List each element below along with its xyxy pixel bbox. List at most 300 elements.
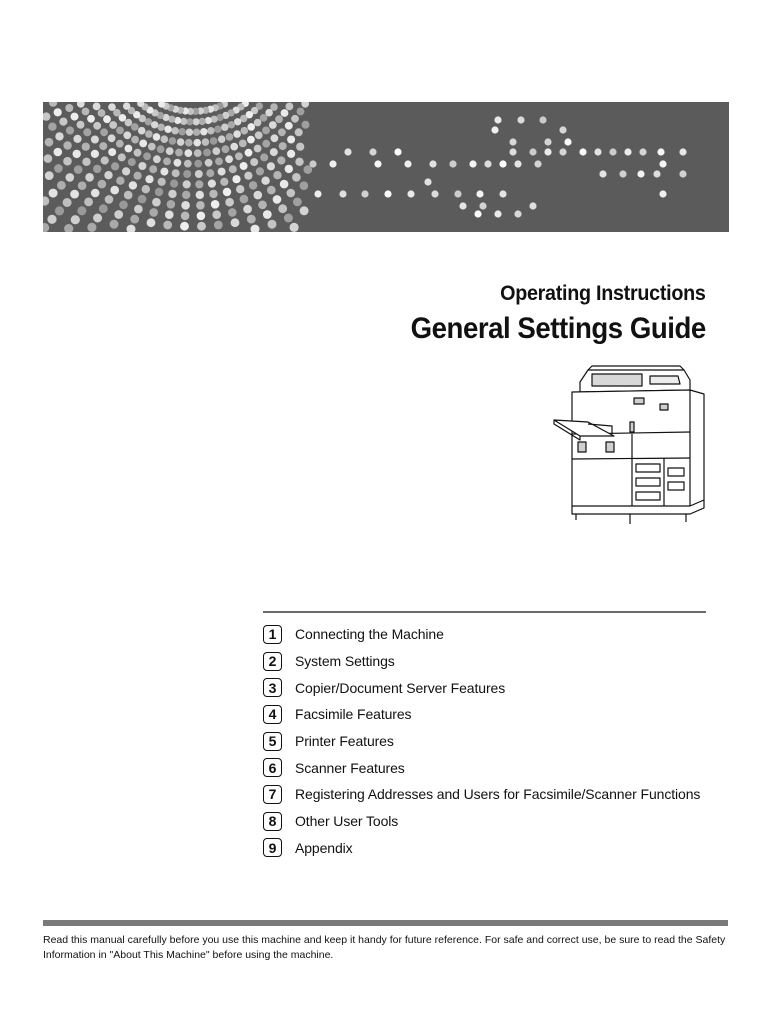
banner-dot (145, 175, 153, 183)
banner-dot (287, 189, 296, 198)
banner-dot (659, 190, 666, 197)
chapter-number: 1 (263, 625, 282, 644)
banner-dot (87, 223, 96, 232)
chapter-item (263, 648, 700, 675)
banner-dot (170, 180, 178, 188)
banner-dot (155, 188, 163, 196)
banner-dot (186, 129, 193, 136)
document-title: General Settings Guide (410, 312, 706, 345)
banner-dot (285, 165, 293, 173)
banner-dot (269, 121, 277, 129)
banner-dot (109, 121, 117, 129)
banner-dot (287, 136, 295, 144)
banner-dot (228, 208, 237, 217)
banner-dot (149, 208, 158, 217)
banner-dot (130, 215, 139, 224)
banner-dot (93, 103, 101, 111)
banner-dot (114, 210, 123, 219)
chapter-label: Registering Addresses and Users for Facsimile/Scanner Functions (295, 786, 701, 803)
banner-dot (275, 115, 283, 123)
banner-dot (196, 201, 205, 210)
banner-dot (118, 153, 126, 161)
banner-dot (314, 190, 321, 197)
banner-dot (66, 173, 75, 182)
banner-dot (285, 122, 293, 130)
banner-dot (476, 190, 483, 197)
banner-dot (48, 123, 56, 131)
banner-dot (256, 167, 264, 175)
banner-dot (165, 210, 174, 219)
cover-banner (43, 102, 729, 232)
banner-dot (287, 150, 295, 158)
banner-dot (108, 103, 116, 111)
banner-dot (63, 141, 71, 149)
banner-dot (247, 123, 255, 131)
banner-dot (131, 123, 139, 131)
banner-dot (149, 165, 157, 173)
banner-dot (104, 171, 112, 179)
document-type: Operating Instructions (500, 282, 706, 305)
banner-dot (44, 154, 53, 163)
banner-dot (184, 149, 192, 157)
chapter-item (263, 728, 700, 755)
banner-dot (134, 205, 143, 214)
banner-dot (226, 133, 234, 141)
banner-dot (270, 148, 278, 156)
banner-dot (494, 210, 501, 217)
banner-dot (407, 190, 414, 197)
banner-dot (509, 138, 516, 145)
banner-dot (59, 118, 67, 126)
chapter-number: 4 (263, 705, 282, 724)
banner-dot (657, 148, 664, 155)
banner-dot (637, 170, 644, 177)
banner-dot (509, 148, 516, 155)
banner-dot (105, 195, 114, 204)
banner-dot (449, 160, 456, 167)
banner-dot (54, 164, 63, 173)
banner-dot (122, 167, 130, 175)
banner-dot (128, 158, 136, 166)
banner-dot (260, 114, 268, 122)
banner-dot (185, 139, 193, 147)
banner-dot (262, 140, 270, 148)
banner-dot (197, 222, 206, 231)
banner-dot (180, 222, 189, 231)
banner-dot (280, 180, 289, 189)
banner-dot (110, 220, 119, 229)
banner-dot (197, 212, 206, 221)
chapter-label: Other User Tools (295, 813, 399, 830)
banner-dot (82, 108, 90, 116)
banner-dot (262, 127, 270, 135)
banner-dot (273, 171, 281, 179)
banner-dot (138, 162, 146, 170)
banner-dot (175, 149, 183, 157)
banner-dot (93, 122, 101, 130)
banner-dot (278, 204, 287, 213)
chapter-label: Scanner Features (295, 759, 405, 776)
banner-dot (491, 126, 498, 133)
banner-dot (514, 160, 521, 167)
banner-dot (243, 205, 252, 214)
banner-dot (73, 135, 81, 143)
banner-dot (203, 149, 211, 157)
banner-dot (147, 218, 156, 227)
banner-dot (233, 130, 241, 138)
banner-dot (77, 102, 85, 108)
banner-dot (329, 160, 336, 167)
banner-dot (232, 175, 240, 183)
banner-dot (183, 180, 191, 188)
banner-dot (236, 185, 244, 193)
banner-dot (291, 115, 299, 123)
banner-dot (152, 198, 161, 207)
banner-dot (131, 136, 139, 144)
chapter-label: Connecting the Machine (295, 626, 444, 643)
banner-dot (220, 178, 228, 186)
banner-dot (123, 102, 130, 109)
banner-dot (83, 128, 91, 136)
banner-dot (99, 142, 107, 150)
banner-dot (225, 198, 234, 207)
banner-dot (163, 221, 172, 230)
banner-dot (134, 149, 142, 157)
safety-notice: Read this manual carefully before you use this machine and keep it handy for future reference. For safe and correct use, be sure to read the Safety Information in "About This Machine" before using the machine. (43, 934, 726, 961)
banner-dot (214, 126, 221, 133)
banner-dot (145, 130, 153, 138)
banner-dot (281, 109, 289, 117)
banner-dot (63, 157, 72, 166)
banner-dot (241, 127, 249, 135)
banner-dot (484, 160, 491, 167)
chapter-label: Facsimile Features (295, 706, 412, 723)
banner-dot (384, 190, 391, 197)
banner-dot (228, 121, 235, 128)
banner-dot (193, 118, 200, 125)
banner-dot (116, 177, 124, 185)
banner-dot (210, 137, 218, 145)
banner-dot (273, 195, 282, 204)
footer-bar (43, 920, 728, 926)
banner-dot (180, 118, 187, 125)
banner-dot (517, 116, 524, 123)
banner-dot (57, 181, 66, 190)
banner-dot (153, 133, 161, 141)
banner-dot (98, 180, 107, 189)
banner-dot (229, 165, 237, 173)
banner-dot (302, 121, 310, 129)
banner-dot (559, 126, 566, 133)
banner-dot (208, 180, 216, 188)
banner-dot (295, 158, 303, 166)
banner-dot (544, 148, 551, 155)
banner-dot (161, 135, 169, 143)
banner-dot (199, 118, 206, 125)
toc-divider (263, 611, 706, 613)
banner-dot (93, 214, 102, 223)
chapter-number: 7 (263, 785, 282, 804)
banner-dot (153, 155, 161, 163)
banner-dot (134, 172, 142, 180)
banner-dot (77, 121, 85, 129)
banner-dot (49, 189, 58, 198)
banner-dot (209, 190, 217, 198)
banner-dot (254, 191, 263, 200)
banner-dot (284, 214, 293, 223)
banner-dot (54, 108, 62, 116)
banner-dot (119, 201, 128, 210)
banner-dot (514, 210, 521, 217)
banner-dot (65, 104, 73, 112)
banner-dot (100, 128, 108, 136)
banner-dot (300, 181, 309, 190)
chapter-number: 9 (263, 838, 282, 857)
banner-dot (43, 112, 50, 120)
dot-pattern-graphic (43, 102, 729, 232)
banner-dot (564, 138, 571, 145)
banner-dot (459, 202, 466, 209)
banner-dot (205, 159, 213, 167)
chapter-list (263, 621, 700, 861)
banner-dot (529, 202, 536, 209)
banner-dot (183, 170, 191, 178)
banner-dot (194, 149, 202, 157)
chapter-item (263, 781, 700, 808)
banner-dot (63, 198, 72, 207)
banner-dot (127, 225, 136, 232)
banner-dot (225, 155, 233, 163)
banner-dot (240, 195, 249, 204)
banner-dot (279, 142, 287, 150)
banner-dot (234, 118, 241, 125)
banner-dot (171, 127, 178, 134)
banner-dot (151, 121, 158, 128)
banner-dot (45, 138, 54, 147)
banner-dot (293, 198, 302, 207)
banner-dot (166, 147, 174, 155)
banner-dot (594, 148, 601, 155)
banner-dot (47, 215, 56, 224)
chapter-label: Printer Features (295, 733, 394, 750)
banner-dot (87, 115, 95, 123)
banner-dot (260, 153, 268, 161)
banner-dot (71, 113, 79, 121)
banner-dot (222, 145, 230, 153)
banner-dot (160, 168, 168, 176)
banner-dot (247, 215, 256, 224)
banner-dot (181, 212, 190, 221)
banner-dot (251, 225, 260, 232)
chapter-item (263, 674, 700, 701)
chapter-label: System Settings (295, 653, 395, 670)
banner-dot (244, 172, 252, 180)
banner-dot (250, 158, 258, 166)
banner-dot (286, 103, 294, 111)
banner-dot (230, 143, 238, 151)
banner-dot (301, 102, 309, 108)
banner-dot (469, 160, 476, 167)
chapter-item (263, 701, 700, 728)
banner-dot (639, 148, 646, 155)
banner-dot (499, 160, 506, 167)
chapter-label: Copier/Document Server Features (295, 679, 506, 696)
banner-dot (214, 221, 223, 230)
banner-dot (91, 189, 100, 198)
banner-dot (123, 131, 131, 139)
banner-dot (43, 196, 49, 205)
banner-dot (297, 108, 305, 116)
banner-dot (148, 143, 156, 151)
banner-dot (125, 119, 133, 127)
banner-dot (254, 119, 262, 127)
banner-dot (296, 143, 304, 151)
banner-dot (374, 160, 381, 167)
banner-dot (111, 162, 119, 170)
chapter-number: 6 (263, 758, 282, 777)
banner-dot (91, 150, 99, 158)
banner-dot (139, 140, 147, 148)
banner-dot (247, 136, 255, 144)
banner-dot (82, 143, 90, 151)
banner-dot (184, 160, 192, 168)
banner-dot (168, 190, 176, 198)
banner-dot (254, 145, 262, 153)
chapter-number: 2 (263, 652, 282, 671)
banner-dot (624, 148, 631, 155)
banner-dot (240, 162, 248, 170)
banner-dot (207, 127, 214, 134)
banner-dot (55, 132, 63, 140)
banner-dot (116, 127, 124, 135)
chapter-label: Appendix (295, 839, 353, 856)
banner-dot (167, 200, 176, 209)
banner-dot (71, 215, 80, 224)
banner-dot (85, 173, 94, 182)
chapter-item (263, 754, 700, 781)
banner-dot (45, 171, 54, 180)
banner-dot (499, 190, 506, 197)
banner-dot (91, 136, 99, 144)
banner-dot (261, 177, 269, 185)
banner-dot (679, 170, 686, 177)
banner-dot (268, 220, 277, 229)
chapter-item (263, 835, 700, 862)
banner-dot (429, 160, 436, 167)
banner-dot (158, 124, 165, 131)
banner-dot (544, 138, 551, 145)
banner-dot (653, 170, 660, 177)
chapter-item (263, 808, 700, 835)
banner-dot (361, 190, 368, 197)
banner-dot (404, 160, 411, 167)
banner-dot (212, 147, 220, 155)
banner-dot (339, 190, 346, 197)
banner-dot (231, 218, 240, 227)
banner-dot (292, 173, 301, 182)
banner-dot (110, 186, 119, 195)
banner-dot (157, 145, 165, 153)
banner-dot (424, 178, 431, 185)
banner-dot (267, 162, 275, 170)
banner-dot (193, 129, 200, 136)
banner-dot (142, 185, 150, 193)
banner-dot (534, 160, 541, 167)
banner-dot (103, 115, 111, 123)
banner-dot (138, 127, 146, 135)
banner-dot (255, 131, 263, 139)
banner-dot (174, 159, 182, 167)
banner-dot (195, 180, 203, 188)
banner-dot (55, 206, 64, 215)
banner-dot (64, 224, 73, 232)
banner-dot (195, 170, 203, 178)
banner-dot (169, 137, 177, 145)
banner-dot (205, 117, 212, 124)
banner-dot (200, 128, 207, 135)
banner-dot (223, 188, 231, 196)
banner-dot (108, 134, 116, 142)
banner-dot (78, 181, 87, 190)
banner-dot (539, 116, 546, 123)
banner-dot (98, 109, 106, 117)
banner-dot (82, 158, 90, 166)
banner-dot (206, 169, 214, 177)
banner-dot (215, 158, 223, 166)
banner-dot (108, 148, 116, 156)
banner-dot (609, 148, 616, 155)
banner-dot (143, 152, 151, 160)
banner-dot (93, 165, 101, 173)
banner-dot (194, 160, 202, 168)
banner-dot (235, 152, 243, 160)
banner-dot (579, 148, 586, 155)
banner-dot (659, 160, 666, 167)
banner-dot (74, 165, 83, 174)
banner-dot (138, 195, 147, 204)
copier-machine-illustration (552, 364, 712, 534)
banner-dot (84, 198, 93, 207)
banner-dot (43, 223, 49, 232)
banner-dot (267, 186, 276, 195)
banner-dot (295, 128, 303, 136)
banner-dot (163, 158, 171, 166)
banner-dot (494, 116, 501, 123)
banner-dot (164, 126, 171, 133)
banner-dot (529, 148, 536, 155)
banner-dot (474, 210, 481, 217)
chapter-number: 3 (263, 678, 282, 697)
banner-dot (129, 181, 137, 189)
banner-dot (211, 200, 220, 209)
banner-dot (344, 148, 351, 155)
banner-dot (218, 135, 226, 143)
banner-dot (66, 126, 74, 134)
banner-dot (271, 134, 279, 142)
banner-dot (125, 145, 133, 153)
banner-dot (218, 168, 226, 176)
banner-dot (179, 128, 186, 135)
banner-dot (258, 201, 267, 210)
banner-dot (101, 156, 109, 164)
banner-dot (454, 190, 461, 197)
banner-dot (77, 206, 86, 215)
banner-dot (300, 206, 309, 215)
chapter-number: 5 (263, 732, 282, 751)
banner-dot (479, 202, 486, 209)
banner-dot (369, 148, 376, 155)
banner-dot (221, 124, 228, 131)
